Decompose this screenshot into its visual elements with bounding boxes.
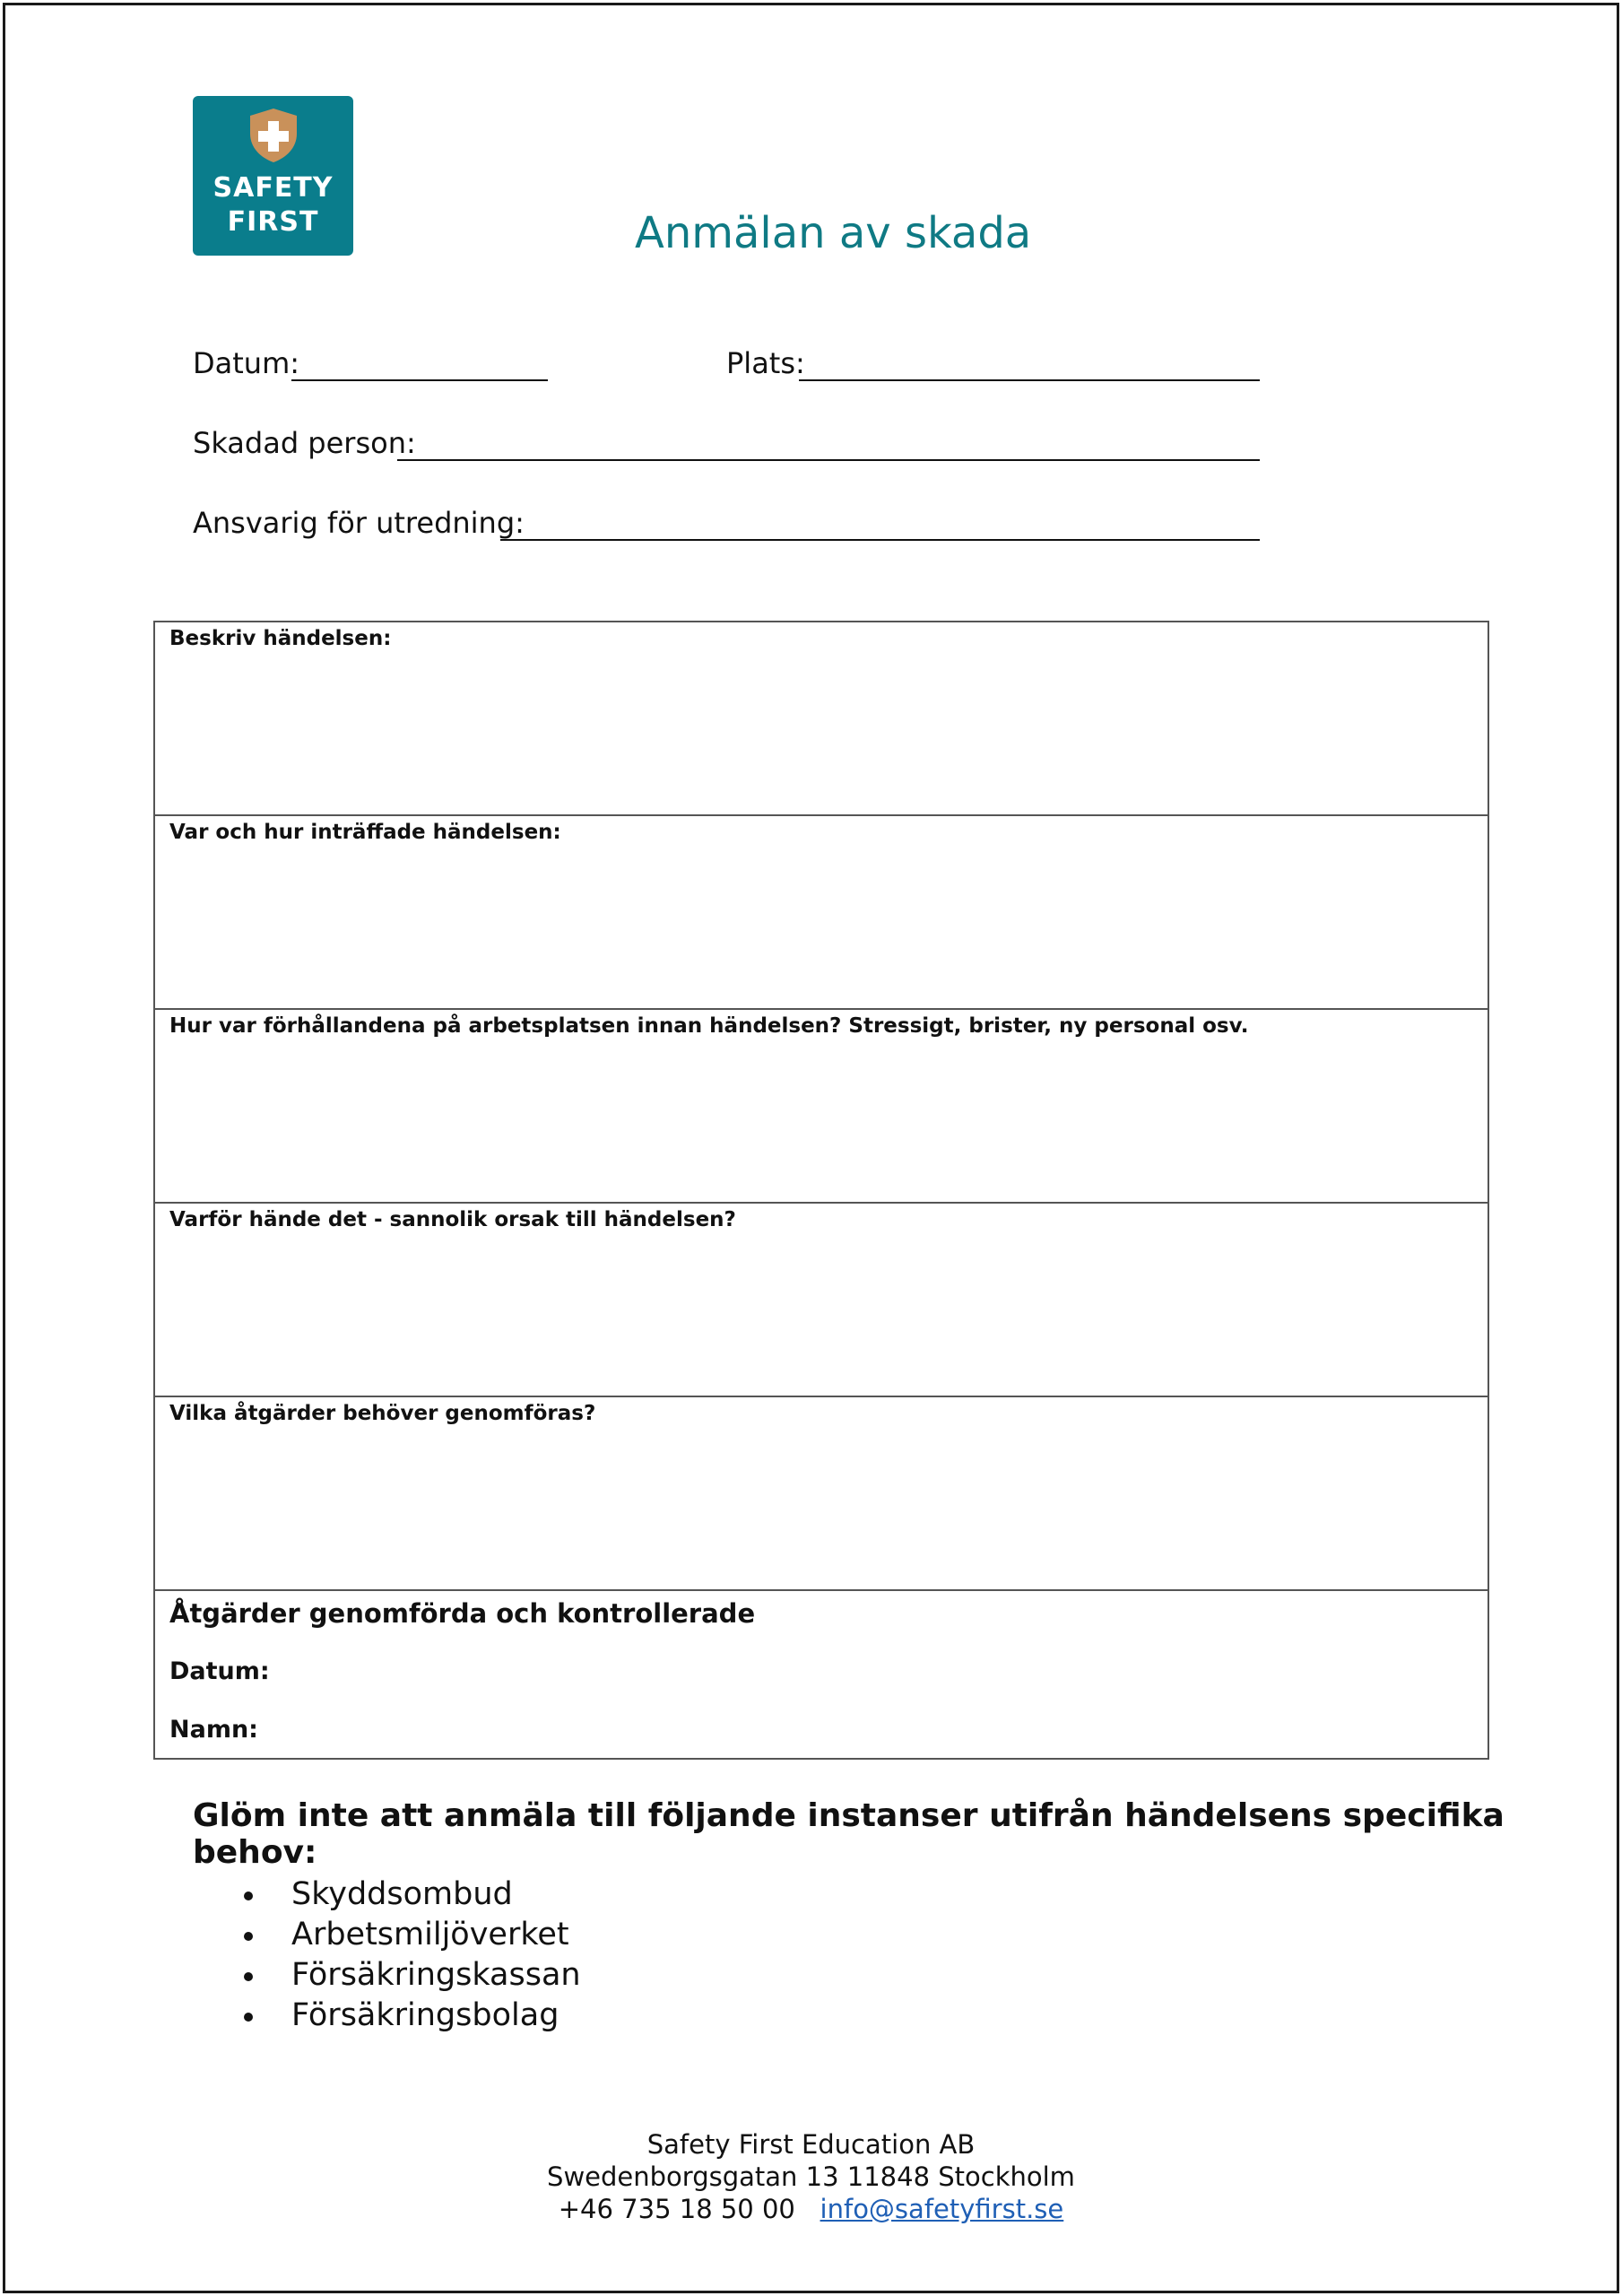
list-item (242, 1955, 581, 1996)
incident-form-table (153, 621, 1489, 1760)
logo-text (213, 171, 334, 239)
list-item (242, 1996, 581, 2036)
list-item-label: Skyddsombud (291, 1876, 513, 1912)
ansvarig-field[interactable] (500, 539, 1260, 541)
question-row-where-how[interactable] (155, 816, 1488, 1010)
logo-line-1: SAFETY (213, 172, 334, 204)
bullet-icon (244, 1932, 253, 1941)
footer-contact (0, 2193, 1622, 2225)
question-row-describe[interactable] (155, 622, 1488, 816)
footer-phone: +46 735 18 50 00 (558, 2194, 795, 2224)
question-row-actions[interactable] (155, 1397, 1488, 1591)
question-row-cause[interactable] (155, 1204, 1488, 1397)
logo-line-2: FIRST (227, 206, 319, 238)
footer (0, 2128, 1622, 2225)
actions-completed-row[interactable] (155, 1591, 1488, 1758)
bullet-icon (244, 1892, 253, 1900)
page-title: Anmälan av skada (635, 208, 1032, 258)
actions-datum-label: Datum: (169, 1657, 270, 1685)
question-label: Vilka åtgärder behöver genomföras? (169, 1402, 596, 1425)
question-label: Var och hur inträffade händelsen: (169, 821, 561, 844)
shield-cross-icon (247, 107, 300, 164)
bullet-icon (244, 2013, 253, 2022)
list-item-label: Försäkringsbolag (291, 1997, 559, 2033)
skadad-person-field[interactable] (397, 459, 1260, 461)
list-item-label: Arbetsmiljöverket (291, 1917, 569, 1952)
footer-email-link[interactable]: info@safetyfirst.se (820, 2194, 1064, 2224)
reminder-heading: Glöm inte att anmäla till följande instanser utifrån händelsens specifika behov: (193, 1797, 1505, 1871)
actions-completed-title: Åtgärder genomförda och kontrollerade (169, 1598, 756, 1629)
datum-field[interactable] (291, 379, 548, 381)
question-label: Beskriv händelsen: (169, 627, 392, 650)
ansvarig-label: Ansvarig för utredning: (193, 506, 525, 540)
plats-label: Plats: (726, 346, 805, 380)
footer-company: Safety First Education AB (646, 2129, 976, 2160)
list-item (242, 1874, 581, 1915)
question-label: Hur var förhållandena på arbetsplatsen innan händelsen? Stressigt, brister, ny personal osv. (169, 1014, 1249, 1038)
question-label: Varför hände det - sannolik orsak till händelsen? (169, 1208, 736, 1231)
question-row-conditions[interactable] (155, 1010, 1488, 1204)
authority-list (242, 1874, 581, 2036)
footer-address: Swedenborgsgatan 13 11848 Stockholm (547, 2161, 1075, 2192)
datum-label: Datum: (193, 346, 300, 380)
plats-field[interactable] (799, 379, 1260, 381)
list-item (242, 1915, 581, 1955)
list-item-label: Försäkringskassan (291, 1957, 581, 1993)
actions-namn-label: Namn: (169, 1716, 258, 1744)
skadad-person-label: Skadad person: (193, 426, 416, 460)
bullet-icon (244, 1972, 253, 1981)
logo (193, 96, 353, 256)
